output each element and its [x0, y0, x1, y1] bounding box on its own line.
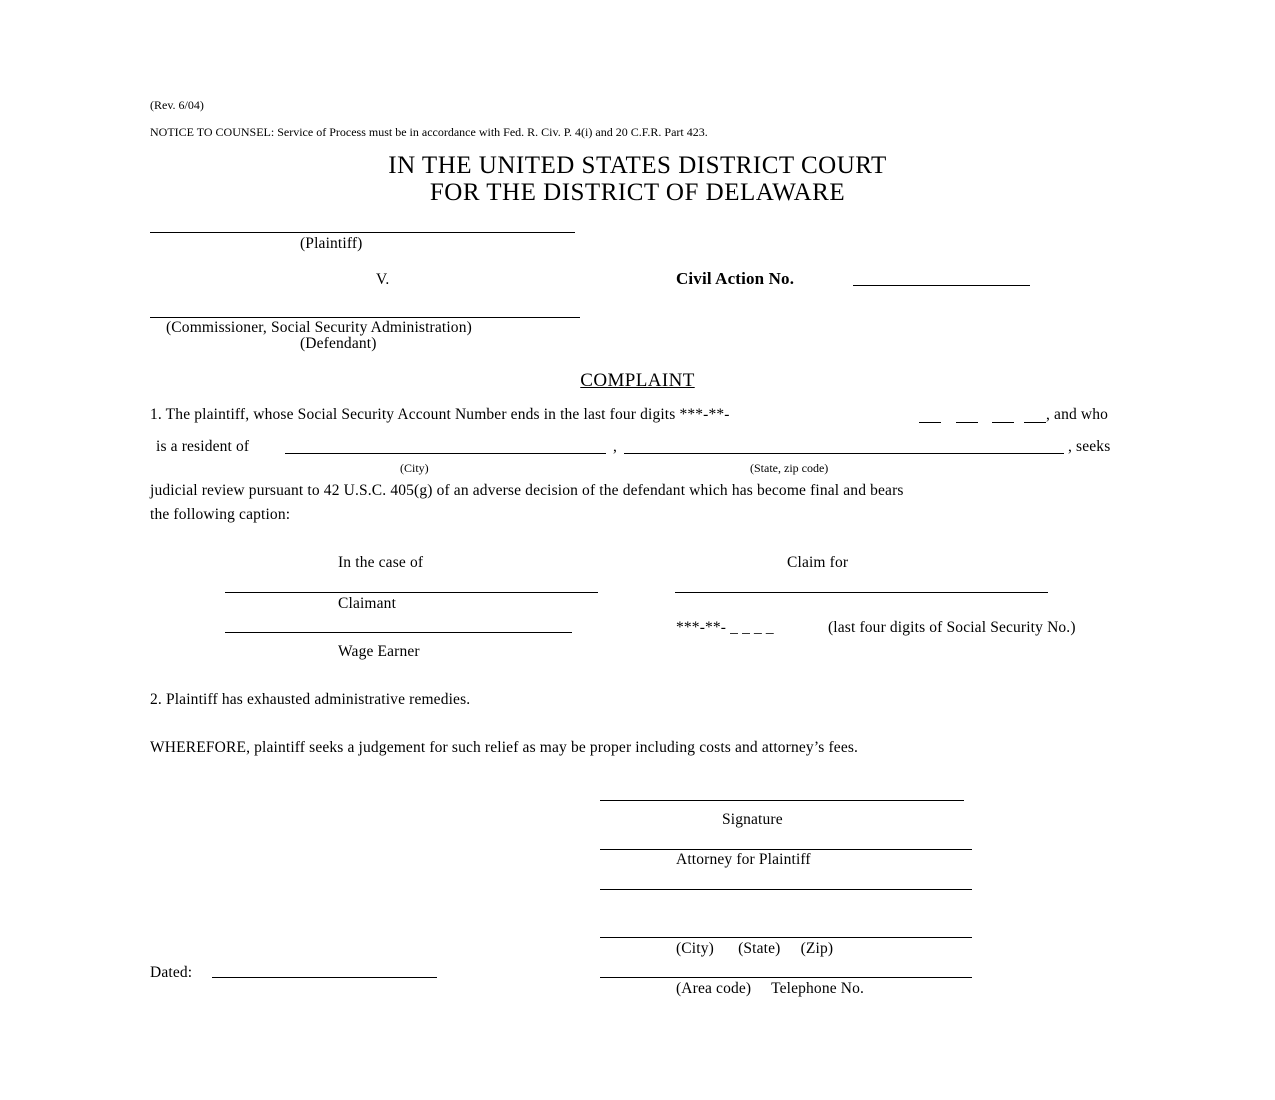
para1-lead: 1. The plaintiff, whose Social Security Account Number ends in the last four digits ***-**- [150, 406, 730, 423]
wage-earner-line[interactable] [225, 632, 572, 633]
in-the-case-of-label: In the case of [338, 554, 424, 571]
address-line-1[interactable] [600, 889, 972, 890]
wherefore-clause: WHEREFORE, plaintiff seeks a judgement for such relief as may be proper including costs and attorney’s fees. [150, 739, 859, 756]
address-line-2[interactable] [600, 937, 972, 938]
signature-line[interactable] [600, 800, 964, 801]
claim-for-line[interactable] [675, 592, 1048, 593]
ssn-digit-1-line[interactable] [919, 422, 941, 423]
claimant-label: Claimant [338, 595, 397, 612]
city-state-zip-label: (City) (State) (Zip) [676, 940, 834, 957]
ssn-digit-2-line[interactable] [956, 422, 978, 423]
defendant-title: (Commissioner, Social Security Administration) [166, 319, 472, 336]
resident-state-zip-line[interactable] [624, 453, 1064, 454]
ssn-digit-3-line[interactable] [992, 422, 1014, 423]
area-code-phone-label: (Area code) Telephone No. [676, 980, 865, 997]
revision-note: (Rev. 6/04) [150, 98, 204, 112]
versus-label: V. [376, 271, 390, 288]
ssn-last-four-blanks[interactable]: ***-**- _ _ _ _ [676, 619, 774, 636]
para1-line3: judicial review pursuant to 42 U.S.C. 405(g) of an adverse decision of the defendant which has become final and bears [150, 482, 904, 499]
claimant-line[interactable] [225, 592, 598, 593]
wage-earner-label: Wage Earner [338, 643, 420, 660]
para2: 2. Plaintiff has exhausted administrative remedies. [150, 691, 471, 708]
plaintiff-name-line[interactable] [150, 232, 575, 233]
para1-line4: the following caption: [150, 506, 291, 523]
city-label: (City) [400, 461, 429, 475]
para1-tail: , and who [1046, 406, 1109, 423]
resident-city-line[interactable] [285, 453, 606, 454]
seeks-label: , seeks [1068, 438, 1111, 455]
court-title-line2: FOR THE DISTRICT OF DELAWARE [429, 179, 846, 206]
attorney-name-line[interactable] [600, 849, 972, 850]
ssn-last-four-note: (last four digits of Social Security No.) [828, 619, 1076, 636]
attorney-label: Attorney for Plaintiff [676, 851, 811, 868]
claim-for-label: Claim for [787, 554, 849, 571]
dated-label: Dated: [150, 964, 193, 981]
civil-action-label: Civil Action No. [676, 269, 795, 288]
court-title-line1: IN THE UNITED STATES DISTRICT COURT [388, 152, 887, 179]
civil-action-number-line[interactable] [853, 285, 1030, 286]
complaint-heading: COMPLAINT [580, 370, 695, 391]
plaintiff-label: (Plaintiff) [300, 235, 363, 252]
dated-line[interactable] [212, 977, 437, 978]
defendant-name-line[interactable] [150, 317, 580, 318]
resident-comma: , [613, 438, 618, 455]
notice-to-counsel: NOTICE TO COUNSEL: Service of Process must be in accordance with Fed. R. Civ. P. 4(i) and 20 C.F.R. Part 423. [150, 125, 708, 139]
resident-of-label: is a resident of [156, 438, 250, 455]
telephone-line[interactable] [600, 977, 972, 978]
ssn-digit-4-line[interactable] [1024, 422, 1046, 423]
signature-label: Signature [722, 811, 783, 828]
state-zip-label: (State, zip code) [750, 461, 829, 475]
defendant-label: (Defendant) [300, 335, 377, 352]
